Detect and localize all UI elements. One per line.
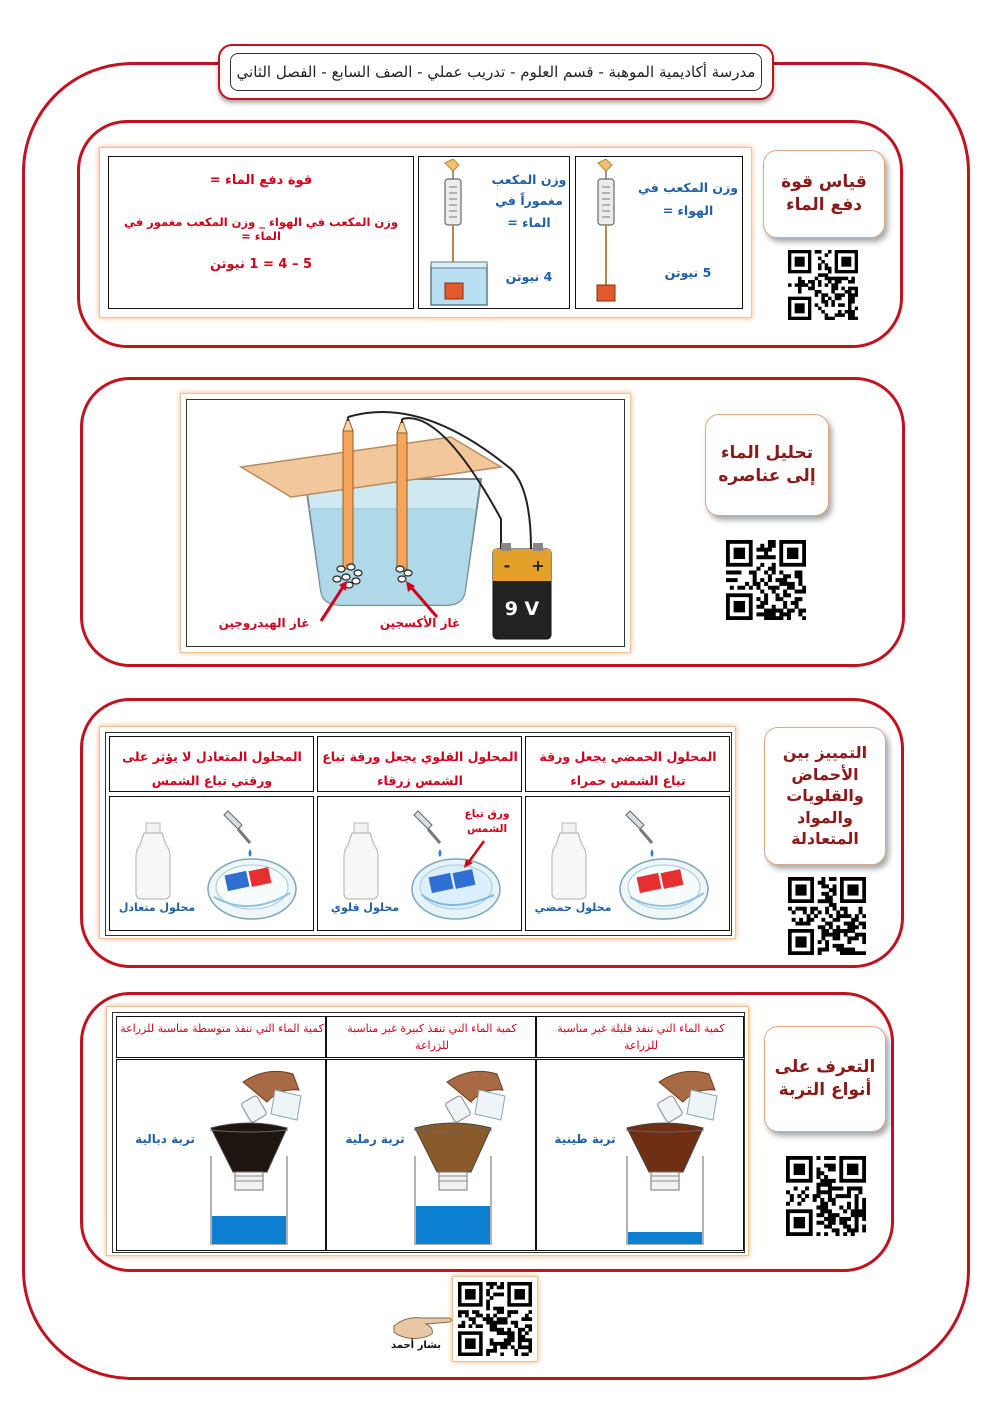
spring-scale-air-illustration xyxy=(586,159,630,309)
sand-image-cell xyxy=(326,1059,536,1251)
clay-label: تربة طينية xyxy=(554,1132,616,1146)
submerged-weight-value: 4 نيوتن xyxy=(505,269,553,284)
base-text: المحلول القلوي يجعل ورقة تباع الشمس زرقاء xyxy=(322,749,518,788)
clay-text: كمية الماء التي تنفذ قليلة غير مناسبة للزراعة xyxy=(557,1022,725,1052)
formula-line-3: 5 – 4 = 1 نيوتن xyxy=(209,257,313,272)
label-acids-bases: التمييز بين الأحماض والقلويات والمواد المتعادلة xyxy=(764,727,886,865)
qr-code-acids-bases[interactable] xyxy=(788,877,866,955)
sand-text: كمية الماء التي تنفذ كبيرة غير مناسبة للزراعة xyxy=(347,1022,517,1052)
label-electrolysis: تحليل الماء إلى عناصره xyxy=(705,414,829,516)
air-weight-value: 5 نيوتن xyxy=(664,265,712,280)
acid-image-cell xyxy=(525,796,730,931)
spring-scale-water-illustration xyxy=(423,159,493,309)
base-image-cell xyxy=(317,796,522,931)
submerged-weight-title: وزن المكعب مغموراً في الماء = xyxy=(491,172,567,230)
base-caption: محلول قلوي xyxy=(330,901,400,914)
humus-funnel-illustration xyxy=(117,1060,327,1252)
neutral-text: المحلول المتعادل لا يؤثر على ورقتي تباع الشمس xyxy=(122,749,302,788)
humus-image-cell xyxy=(116,1059,326,1251)
air-weight-cell xyxy=(575,156,743,309)
clay-image-cell xyxy=(536,1059,744,1251)
signature: بشار أحمد xyxy=(390,1340,442,1351)
pointing-hand-icon xyxy=(392,1306,454,1342)
battery-plus-sign: + xyxy=(531,556,545,575)
humus-text-cell xyxy=(116,1016,326,1058)
qr-code-soil[interactable] xyxy=(786,1156,866,1236)
humus-label: تربة دبالية xyxy=(135,1132,195,1146)
neutral-text-cell xyxy=(109,736,314,792)
hydrogen-label: غاز الهيدروجين xyxy=(218,616,310,630)
battery-voltage-label: 9 V xyxy=(504,598,540,620)
acids-bases-content xyxy=(99,726,736,939)
formula-cell xyxy=(108,156,414,309)
oxygen-label: غاز الأكسجين xyxy=(379,616,461,630)
electrolysis-illustration xyxy=(201,409,621,644)
humus-text: كمية الماء التي تنفذ متوسطة مناسبة للزراعة xyxy=(120,1022,324,1035)
sand-label: تربة رملية xyxy=(345,1132,405,1146)
clay-funnel-illustration xyxy=(537,1060,745,1252)
buoyancy-content xyxy=(99,147,752,318)
label-soil: التعرف على أنواع التربة xyxy=(764,1026,886,1132)
formula-line-2: وزن المكعب في الهواء _ وزن المكعب مغمور في الماء = xyxy=(124,215,398,243)
acid-text: المحلول الحمضي يجعل ورقة تباع الشمس حمراء xyxy=(539,749,717,788)
acid-text-cell xyxy=(525,736,730,792)
qr-code-buoyancy[interactable] xyxy=(788,250,858,320)
base-text-cell xyxy=(317,736,522,792)
clay-text-cell xyxy=(536,1016,744,1058)
neutral-caption: محلول متعادل xyxy=(118,901,196,914)
electrolysis-content xyxy=(180,393,631,653)
qr-code-main[interactable] xyxy=(458,1282,532,1356)
page-title: مدرسة أكاديمية الموهبة - قسم العلوم - تدريب عملي - الصف السابع - الفصل الثاني xyxy=(230,53,762,91)
litmus-paper-label: ورق تباع الشمس xyxy=(464,808,510,836)
formula-line-1: قوة دفع الماء = xyxy=(209,173,313,188)
battery-minus-sign: - xyxy=(503,556,511,575)
air-weight-title: وزن المكعب في الهواء = xyxy=(637,180,739,218)
submerged-weight-cell xyxy=(418,156,570,309)
sand-funnel-illustration xyxy=(327,1060,537,1252)
label-buoyancy: قياس قوة دفع الماء xyxy=(763,150,885,238)
sand-text-cell xyxy=(326,1016,536,1058)
header-banner xyxy=(218,44,774,100)
neutral-image-cell xyxy=(109,796,314,931)
qr-code-electrolysis[interactable] xyxy=(726,540,806,620)
soil-content xyxy=(106,1006,749,1256)
acid-caption: محلول حمضي xyxy=(534,901,612,914)
